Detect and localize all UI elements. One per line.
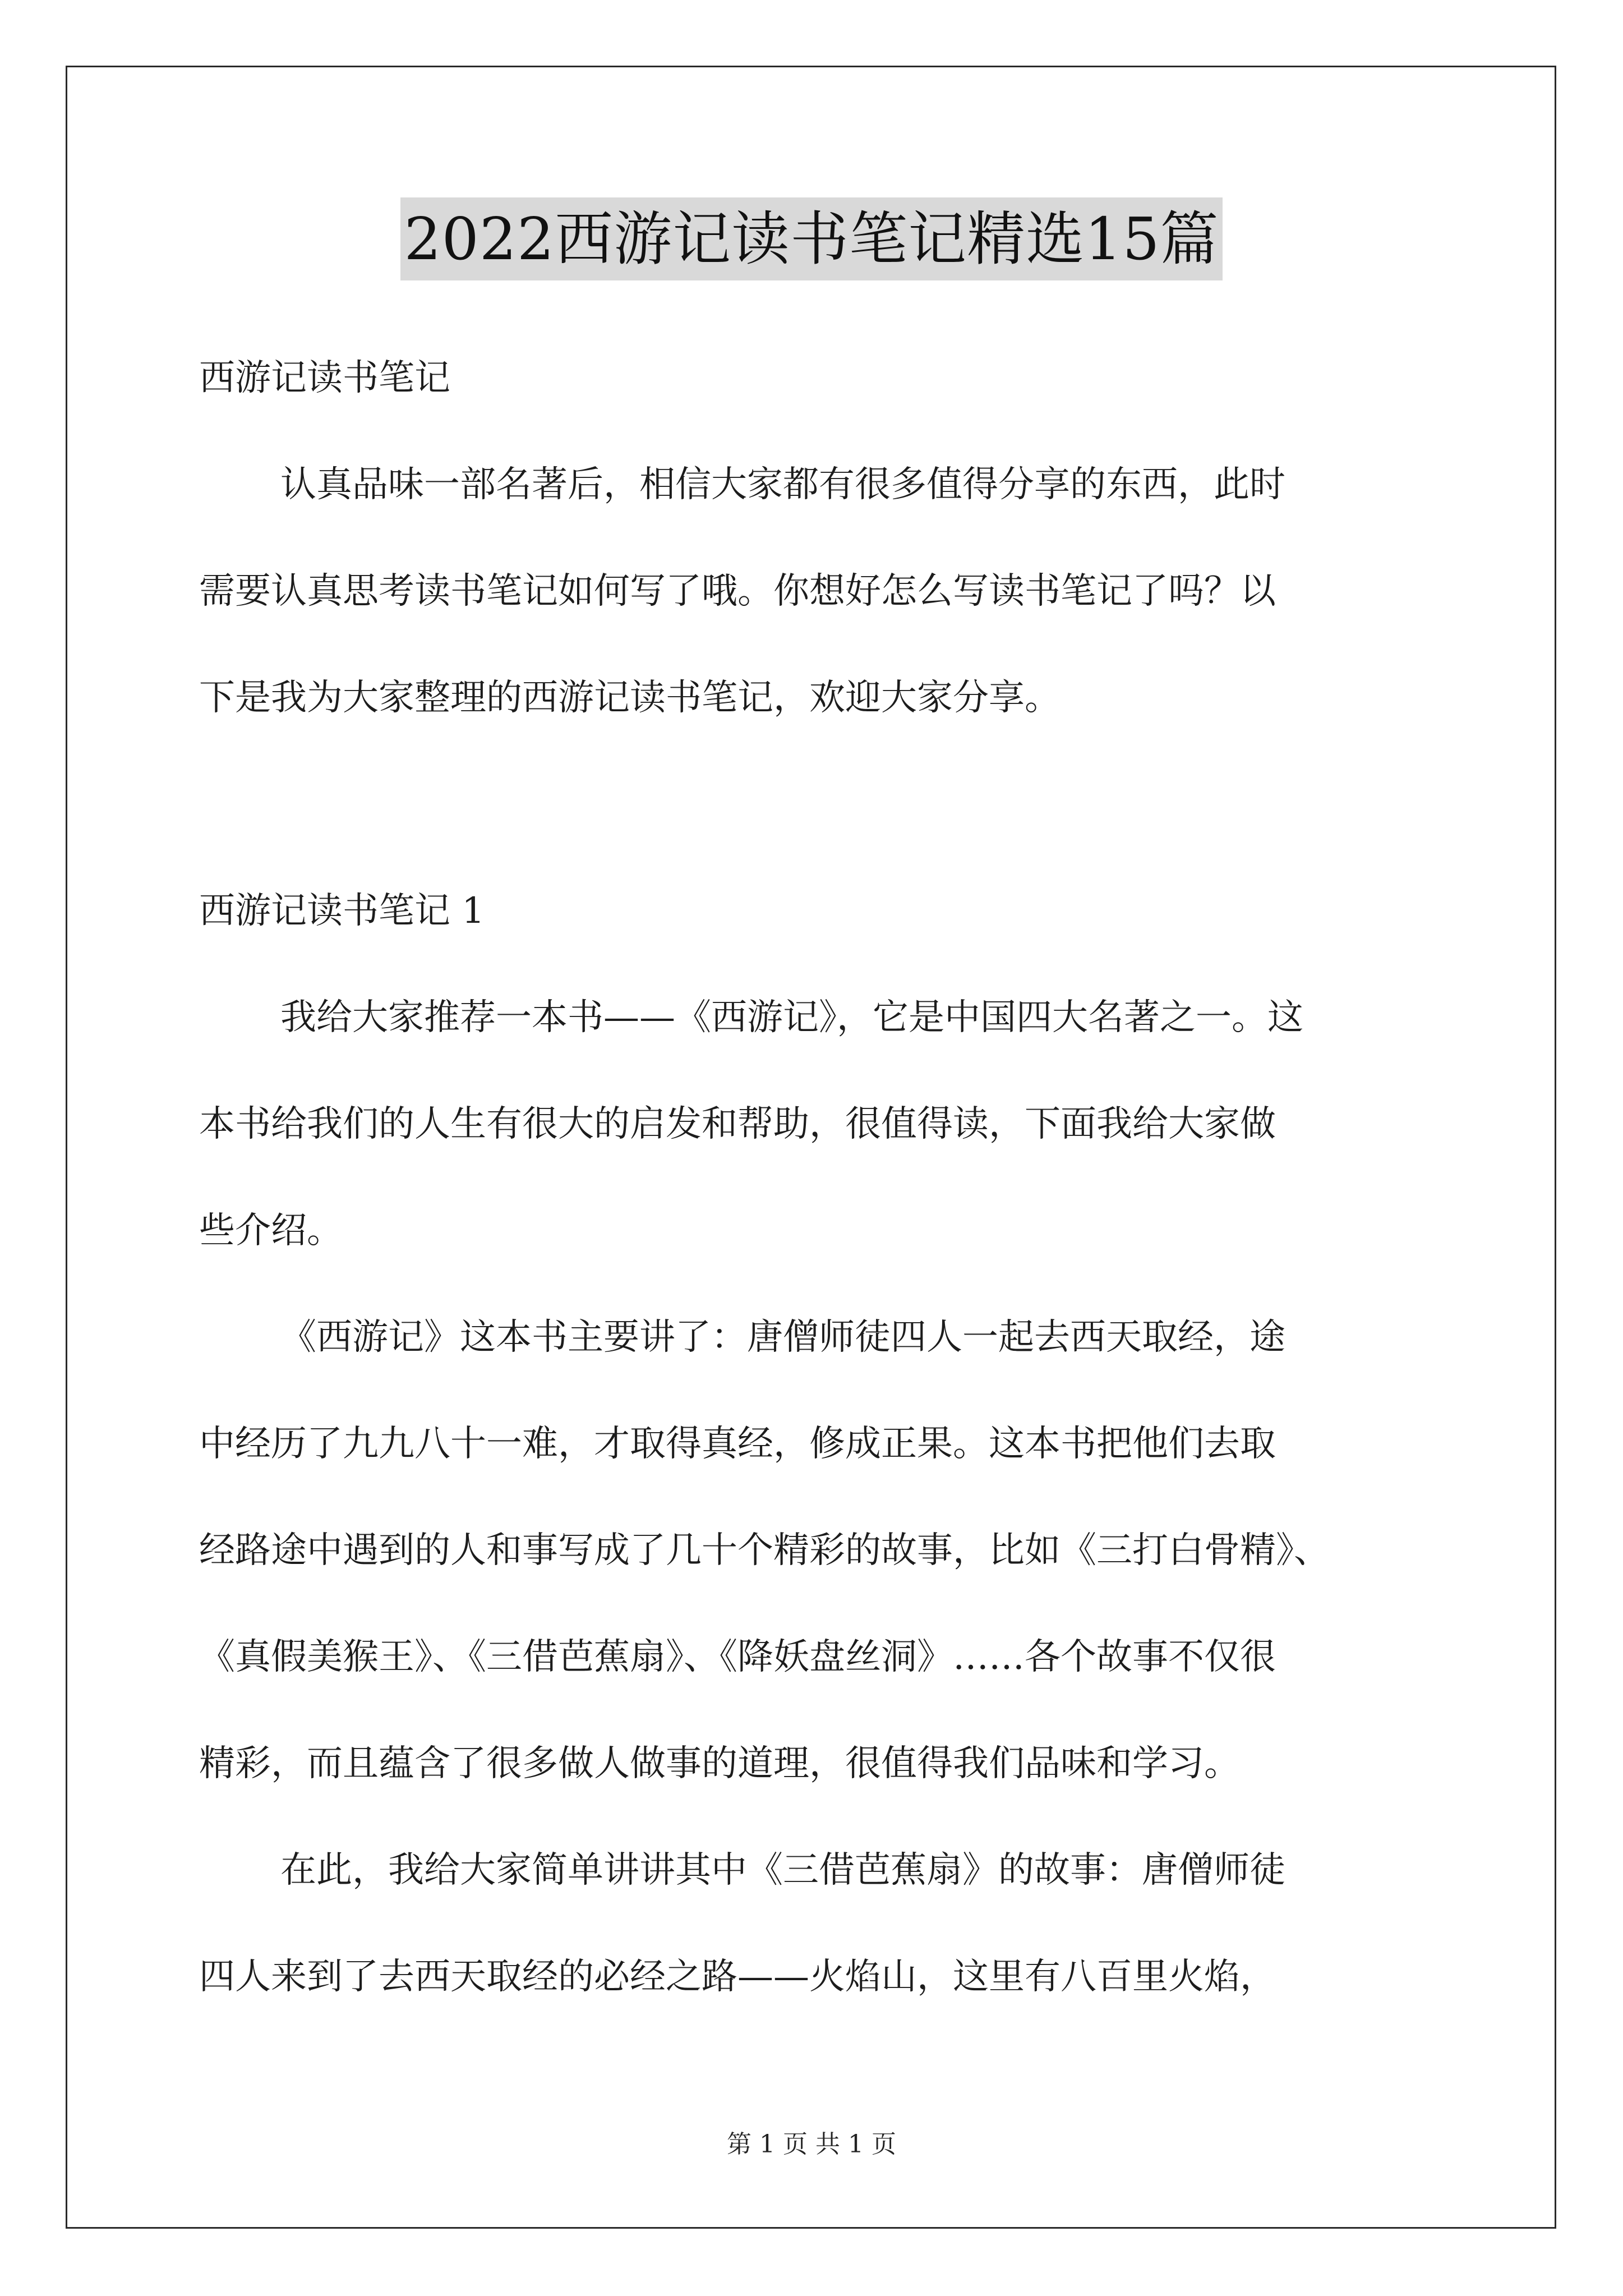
para2-line-5: 精彩，而且蕴含了很多做人做事的道理，很值得我们品味和学习。 [199,1743,1240,1784]
para2-line-3: 经路途中遇到的人和事写成了几十个精彩的故事，比如《三打白骨精》、 [199,1530,1330,1571]
para2-line-1: 《西游记》这本书主要讲了：唐僧师徒四人一起去西天取经，途 [280,1317,1285,1358]
intro-line-3: 下是我为大家整理的西游记读书笔记，欢迎大家分享。 [199,677,1061,719]
title-container [0,197,1623,280]
para2-line-2: 中经历了九九八十一难，才取得真经，修成正果。这本书把他们去取 [199,1423,1276,1465]
para1-line-3: 些介绍。 [199,1210,343,1251]
para1-line-2: 本书给我们的人生有很大的启发和帮助，很值得读，下面我给大家做 [199,1103,1276,1145]
para1-line-1: 我给大家推荐一本书——《西游记》，它是中国四大名著之一。这 [280,997,1303,1038]
intro-line-2: 需要认真思考读书笔记如何写了哦。你想好怎么写读书笔记了吗？以 [199,570,1276,612]
document-title: 2022西游记读书笔记精选15篇 [400,197,1222,280]
para3-line-1: 在此，我给大家简单讲讲其中《三借芭蕉扇》的故事：唐僧师徒 [280,1849,1285,1891]
intro-line-1: 认真品味一部名著后，相信大家都有很多值得分享的东西，此时 [280,464,1285,505]
subtitle: 西游记读书笔记 [199,357,450,399]
para2-line-4: 《真假美猴王》、《三借芭蕉扇》、《降妖盘丝洞》……各个故事不仅很 [199,1636,1276,1678]
para3-line-2: 四人来到了去西天取经的必经之路——火焰山，这里有八百里火焰， [199,1956,1276,1998]
section-heading: 西游记读书笔记 1 [199,890,485,932]
page-footer: 第 1 页 共 1 页 [727,2130,896,2159]
